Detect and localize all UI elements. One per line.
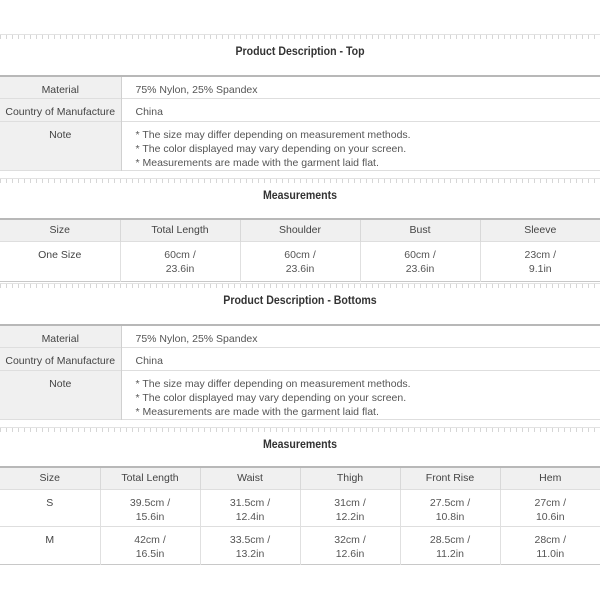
measurement-cell: 39.5cm / 15.6in xyxy=(100,489,200,526)
column-header: Size xyxy=(0,219,120,241)
note-line: * Measurements are made with the garment laid flat. xyxy=(135,156,379,169)
info-row-country xyxy=(0,347,600,370)
measurement-cell: 32cm / 12.6in xyxy=(300,526,400,564)
table-row xyxy=(0,241,600,281)
column-header: Total Length xyxy=(120,219,240,241)
column-header: Hem xyxy=(500,467,600,489)
section-ruler-top-measurements xyxy=(0,178,600,186)
info-label: Note xyxy=(0,370,121,419)
info-row-country xyxy=(0,98,600,121)
table-row xyxy=(0,489,600,526)
note-line: * The color displayed may vary depending on your screen. xyxy=(135,142,407,155)
measurement-cell: 60cm / 23.6in xyxy=(240,241,360,281)
measurement-cell: 60cm / 23.6in xyxy=(120,241,240,281)
section-ruler-top xyxy=(0,34,600,42)
info-row-material xyxy=(0,76,600,98)
info-value: China xyxy=(135,354,163,367)
column-header: Bust xyxy=(360,219,480,241)
column-header: Shoulder xyxy=(240,219,360,241)
info-label: Country of Manufacture xyxy=(0,98,121,121)
measurement-cell: 27.5cm / 10.8in xyxy=(400,489,500,526)
measurement-cell: 23cm / 9.1in xyxy=(524,248,556,275)
measurement-cell: 31cm / 12.2in xyxy=(300,489,400,526)
column-header: Thigh xyxy=(300,467,400,489)
top-measurements-table xyxy=(0,218,600,282)
measurement-cell: 33.5cm / 13.2in xyxy=(200,526,300,564)
column-header: Size xyxy=(0,467,100,489)
measurements-header-row xyxy=(0,219,600,241)
bottoms-measurements-table xyxy=(0,466,600,565)
measurement-cell: 28cm / 11.0in xyxy=(534,533,566,560)
table-row xyxy=(0,526,600,564)
section-ruler-bottoms xyxy=(0,283,600,291)
measurement-cell: 28.5cm / 11.2in xyxy=(400,526,500,564)
note-line: * The color displayed may vary depending on your screen. xyxy=(135,391,407,404)
info-value: 75% Nylon, 25% Spandex xyxy=(135,84,258,96)
column-header: Front Rise xyxy=(400,467,500,489)
measurement-cell: 60cm / 23.6in xyxy=(360,241,480,281)
size-cell: S xyxy=(0,489,100,526)
info-row-material xyxy=(0,325,600,347)
note-line: * Measurements are made with the garment laid flat. xyxy=(135,405,379,418)
info-label: Material xyxy=(0,325,121,347)
column-header: Total Length xyxy=(100,467,200,489)
info-value: 75% Nylon, 25% Spandex xyxy=(135,333,258,345)
info-label: Material xyxy=(0,76,121,98)
info-row-note xyxy=(0,121,600,170)
size-cell: M xyxy=(0,526,100,564)
section-ruler-bottoms-measurements xyxy=(0,427,600,435)
measurement-cell: 27cm / 10.6in xyxy=(534,496,566,523)
info-value: China xyxy=(135,105,163,118)
column-header: Sleeve xyxy=(480,219,600,241)
info-label: Note xyxy=(0,121,121,170)
note-line: * The size may differ depending on measurement methods. xyxy=(135,377,411,390)
bottoms-description-title: Product Description - Bottoms xyxy=(223,295,377,307)
note-line: * The size may differ depending on measurement methods. xyxy=(135,128,411,141)
info-value xyxy=(121,121,600,170)
info-row-note xyxy=(0,370,600,419)
measurement-cell: 31.5cm / 12.4in xyxy=(200,489,300,526)
top-measurements-title: Measurements xyxy=(262,190,338,202)
size-cell: One Size xyxy=(0,241,120,281)
column-header: Waist xyxy=(200,467,300,489)
top-info-table xyxy=(0,75,600,171)
measurements-header-row xyxy=(0,467,600,489)
info-value xyxy=(121,370,600,419)
bottoms-measurements-title: Measurements xyxy=(262,439,338,451)
bottoms-info-table xyxy=(0,324,600,420)
measurement-cell: 42cm / 16.5in xyxy=(100,526,200,564)
top-description-title: Product Description - Top xyxy=(235,46,365,58)
info-label: Country of Manufacture xyxy=(0,347,121,370)
